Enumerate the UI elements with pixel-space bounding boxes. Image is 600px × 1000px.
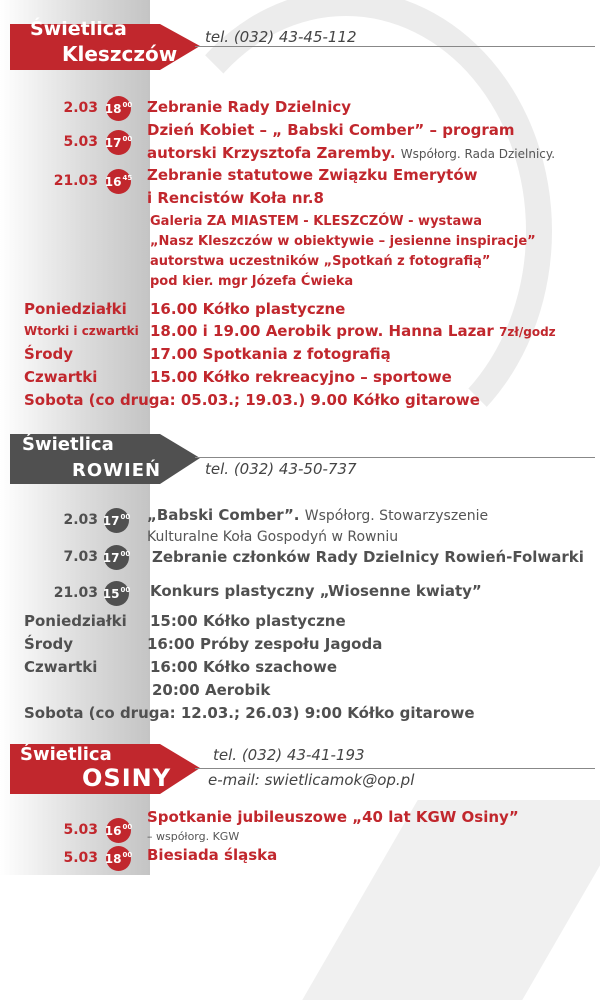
rowien-event1-date: 2.03 bbox=[63, 512, 98, 528]
kleszczow-event2-note: Współorg. Rada Dzielnicy. bbox=[400, 147, 556, 161]
kleszczow-regular1-text: 16.00 Kółko plastyczne bbox=[150, 300, 346, 318]
kleszczow-event1-title: Zebranie Rady Dzielnicy bbox=[147, 98, 352, 116]
kleszczow-event2-date: 5.03 bbox=[63, 134, 98, 150]
kleszczow-banner-line1: Świetlica bbox=[30, 18, 127, 40]
kleszczow-regular1-day: Poniedziałki bbox=[24, 300, 127, 318]
kleszczow-event2-title-line2: autorski Krzysztofa Zaremby. Współorg. Rada Dzielnicy. bbox=[147, 144, 556, 162]
rowien-saturday: Sobota (co druga: 12.03.; 26.03) 9:00 Kółko gitarowe bbox=[24, 704, 475, 722]
osiny-event2-date: 5.03 bbox=[63, 850, 98, 866]
kleszczow-regular4-text: 15.00 Kółko rekreacyjno – sportowe bbox=[150, 368, 452, 386]
osiny-event1-time: 16 $^{00}$ bbox=[106, 818, 131, 843]
kleszczow-event1-date: 2.03 bbox=[63, 100, 98, 116]
kleszczow-regular2-text: 18.00 i 19.00 Aerobik prow. Hanna Lazar 7zł/godz bbox=[150, 322, 556, 340]
rowien-tel: tel. (032) 43-50-737 bbox=[205, 460, 357, 478]
kleszczow-banner-line2: Kleszczów bbox=[62, 42, 178, 66]
osiny-event1-note: – współorg. KGW bbox=[147, 830, 240, 843]
rowien-event2-date: 7.03 bbox=[63, 549, 98, 565]
rowien-regular3-text: 16:00 Kółko szachowe bbox=[150, 658, 337, 676]
rowien-regular4-text: 20:00 Aerobik bbox=[152, 681, 271, 699]
kleszczow-event2-title-line1: Dzień Kobiet – „ Babski Comber” – program bbox=[147, 121, 515, 139]
osiny-event1-date: 5.03 bbox=[63, 822, 98, 838]
rowien-banner-line2: ROWIEŃ bbox=[72, 460, 162, 481]
osiny-banner-line1: Świetlica bbox=[20, 744, 112, 765]
rowien-event1-title: „Babski Comber”. Współorg. Stowarzyszenie bbox=[147, 506, 489, 524]
kleszczow-event3-title-line1: Zebranie statutowe Związku Emerytów bbox=[147, 166, 478, 184]
osiny-event2-title: Biesiada śląska bbox=[147, 846, 278, 864]
rowien-event3-time: 15 $^{00}$ bbox=[104, 581, 129, 606]
rowien-event3-date: 21.03 bbox=[53, 585, 98, 601]
kleszczow-gallery-line3: autorstwa uczestników „Spotkań z fotografią” bbox=[150, 254, 491, 269]
kleszczow-divider bbox=[195, 46, 595, 47]
kleszczow-event3-time: 16 $^{45}$ bbox=[106, 169, 131, 194]
rowien-divider bbox=[195, 457, 595, 458]
rowien-regular1-text: 15:00 Kółko plastyczne bbox=[150, 612, 346, 630]
kleszczow-event2-time: 17 $^{00}$ bbox=[106, 130, 131, 155]
osiny-banner-line2: OSINY bbox=[82, 764, 172, 792]
rowien-regular1-day: Poniedziałki bbox=[24, 612, 127, 630]
rowien-event2-title: Zebranie członków Rady Dzielnicy Rowień-Folwarki bbox=[152, 548, 584, 566]
background-shape bbox=[302, 800, 600, 1000]
kleszczow-event1-time: 18 $^{00}$ bbox=[106, 96, 131, 121]
kleszczow-tel: tel. (032) 43-45-112 bbox=[205, 28, 357, 46]
rowien-event1-time: 17 $^{00}$ bbox=[104, 508, 129, 533]
rowien-event2-time: 17 $^{00}$ bbox=[104, 545, 129, 570]
kleszczow-regular3-text: 17.00 Spotkania z fotografią bbox=[150, 345, 391, 363]
rowien-banner-line1: Świetlica bbox=[22, 434, 114, 455]
rowien-event1-note2: Kulturalne Koła Gospodyń w Rowniu bbox=[147, 529, 399, 545]
kleszczow-event3-title-line2: i Rencistów Koła nr.8 bbox=[147, 189, 324, 207]
kleszczow-regular3-day: Środy bbox=[24, 345, 74, 363]
osiny-tel: tel. (032) 43-41-193 bbox=[213, 746, 365, 764]
osiny-event2-time: 18 $^{00}$ bbox=[106, 846, 131, 871]
kleszczow-event3-date: 21.03 bbox=[53, 173, 98, 189]
kleszczow-saturday: Sobota (co druga: 05.03.; 19.03.) 9.00 Kółko gitarowe bbox=[24, 391, 480, 409]
kleszczow-gallery-line4: pod kier. mgr Józefa Ćwieka bbox=[150, 274, 354, 289]
kleszczow-gallery-line2: „Nasz Kleszczów w obiektywie – jesienne inspiracje” bbox=[150, 234, 536, 249]
kleszczow-gallery-line1: Galeria ZA MIASTEM - KLESZCZÓW - wystawa bbox=[150, 214, 483, 229]
osiny-divider bbox=[195, 768, 595, 769]
rowien-regular2-text: 16:00 Próby zespołu Jagoda bbox=[147, 635, 383, 653]
kleszczow-regular2-day: Wtorki i czwartki bbox=[24, 324, 139, 338]
rowien-regular2-day: Środy bbox=[24, 635, 74, 653]
osiny-event1-title: Spotkanie jubileuszowe „40 lat KGW Osiny” bbox=[147, 808, 519, 826]
rowien-event3-title: Konkurs plastyczny „Wiosenne kwiaty” bbox=[150, 582, 482, 600]
rowien-regular3-day: Czwartki bbox=[24, 658, 98, 676]
kleszczow-regular4-day: Czwartki bbox=[24, 368, 98, 386]
osiny-email[interactable]: e-mail: swietlicamok@op.pl bbox=[208, 771, 415, 789]
